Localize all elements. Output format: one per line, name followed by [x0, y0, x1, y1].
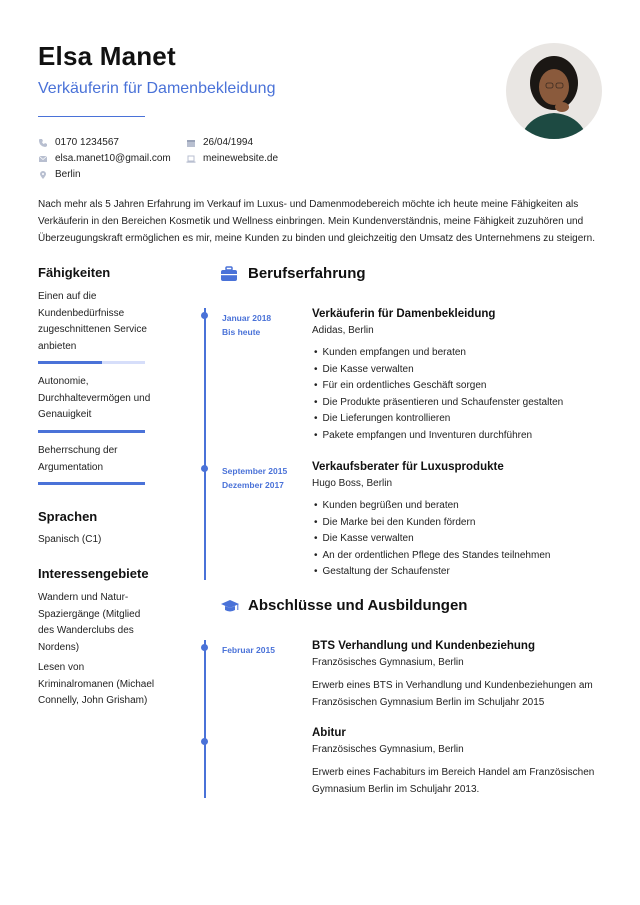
education-timeline	[204, 640, 206, 798]
list-item: • An der ordentlichen Pflege des Standes teilnehmen	[314, 548, 550, 565]
phone-text: 0170 1234567	[55, 137, 119, 148]
list-item: • Die Produkte präsentieren und Schaufenster gestalten	[314, 395, 563, 412]
contact-phone	[38, 137, 119, 148]
skill-level-bar	[38, 430, 145, 433]
contact-birthdate	[186, 137, 253, 148]
job-tasks	[314, 498, 550, 581]
candidate-role: Verkäuferin für Damenbekleidung	[38, 80, 276, 97]
job-date	[222, 464, 287, 492]
candidate-name: Elsa Manet	[38, 41, 176, 71]
timeline-dot	[201, 312, 208, 319]
skill-level-bar	[38, 482, 145, 485]
skill-level-fill	[38, 482, 145, 485]
graduation-cap-icon	[220, 598, 240, 619]
job-date	[222, 311, 271, 339]
birthdate-text: 26/04/1994	[203, 137, 254, 148]
education-title: Abitur	[312, 727, 346, 739]
skill-level-bar	[38, 361, 145, 364]
mail-icon	[38, 154, 48, 164]
list-item: • Kunden begrüßen und beraten	[314, 498, 550, 515]
interest-item: Wandern und Natur-Spaziergänge (Mitglied des Wanderclubs des Nordens)	[38, 592, 141, 653]
list-item: • Die Kasse verwalten	[314, 531, 550, 548]
website-text[interactable]: meinewebsite.de	[203, 153, 279, 164]
briefcase-icon	[220, 266, 238, 287]
experience-heading: Berufserfahrung	[248, 265, 366, 282]
laptop-icon	[186, 154, 196, 164]
list-item: • Die Kasse verwalten	[314, 362, 563, 379]
job-title: Verkäuferin für Damenbekleidung	[312, 308, 496, 320]
job-company: Adidas, Berlin	[312, 325, 374, 336]
list-item: • Für ein ordentliches Geschäft sorgen	[314, 378, 563, 395]
city-text: Berlin	[55, 169, 81, 180]
skill-level-fill	[38, 430, 145, 433]
list-item: • Die Lieferungen kontrollieren	[314, 411, 563, 428]
job-date-start: September 2015	[222, 466, 288, 476]
timeline-dot	[201, 738, 208, 745]
location-pin-icon	[38, 170, 48, 180]
education-description: Erwerb eines Fachabiturs im Bereich Handel am Französischen Gymnasium Berlin im Schuljahr 2013.	[312, 767, 595, 795]
job-title: Verkaufsberater für Luxusprodukte	[312, 461, 504, 473]
profile-summary: Nach mehr als 5 Jahren Erfahrung im Verkauf im Luxus- und Damenmodebereich möchte ich heute meine Fähigkeiten als Verkäuferin in den Bereichen Kosmetik und Wellness einbringen. Mein Kundenverständnis, meine Fähigkeit zuzuhören und Überzeugungskraft ermöglichen es mir, meine Kunden zu binden und gleichzeitig den Umsatz des Unternehmens zu steigern.	[38, 199, 595, 244]
education-school: Französisches Gymnasium, Berlin	[312, 744, 464, 755]
timeline-dot	[201, 644, 208, 651]
phone-icon	[38, 138, 48, 148]
education-school: Französisches Gymnasium, Berlin	[312, 657, 464, 668]
education-description: Erwerb eines BTS in Verhandlung und Kundenbeziehungen am Französischen Gymnasium Berlin im Schuljahr 2015	[312, 680, 593, 708]
languages-heading: Sprachen	[38, 509, 98, 524]
education-date: Februar 2015	[222, 645, 275, 655]
list-item: • Pakete empfangen und Inventuren durchführen	[314, 428, 563, 445]
job-date-end: Dezember 2017	[222, 480, 284, 490]
interest-item: Lesen von Kriminalromanen (Michael Connelly, John Grisham)	[38, 662, 155, 706]
experience-timeline	[204, 308, 206, 580]
skill-level-fill	[38, 361, 102, 364]
education-heading: Abschlüsse und Ausbildungen	[248, 597, 468, 614]
skills-heading: Fähigkeiten	[38, 265, 111, 280]
contact-city	[38, 169, 81, 180]
skill-label: Einen auf die Kundenbedürfnisse zugeschnittenen Service anbieten	[38, 291, 147, 352]
job-tasks	[314, 345, 563, 444]
email-text[interactable]: elsa.manet10@gmail.com	[55, 153, 171, 164]
timeline-dot	[201, 465, 208, 472]
interests-heading: Interessengebiete	[38, 566, 149, 581]
list-item: • Kunden empfangen und beraten	[314, 345, 563, 362]
calendar-icon	[186, 138, 196, 148]
skill-label: Autonomie, Durchhaltevermögen und Genauigkeit	[38, 376, 151, 420]
list-item: • Gestaltung der Schaufenster	[314, 564, 550, 581]
education-title: BTS Verhandlung und Kundenbeziehung	[312, 640, 535, 652]
skill-label: Beherrschung der Argumentation	[38, 445, 118, 473]
job-date-end: Bis heute	[222, 327, 261, 337]
profile-photo	[506, 43, 602, 139]
contact-website	[186, 153, 278, 164]
language-item: Spanisch (C1)	[38, 534, 102, 545]
list-item: • Die Marke bei den Kunden fördern	[314, 515, 550, 532]
contact-email	[38, 153, 171, 164]
header-divider	[38, 116, 145, 117]
job-date-start: Januar 2018	[222, 313, 272, 323]
job-company: Hugo Boss, Berlin	[312, 478, 393, 489]
